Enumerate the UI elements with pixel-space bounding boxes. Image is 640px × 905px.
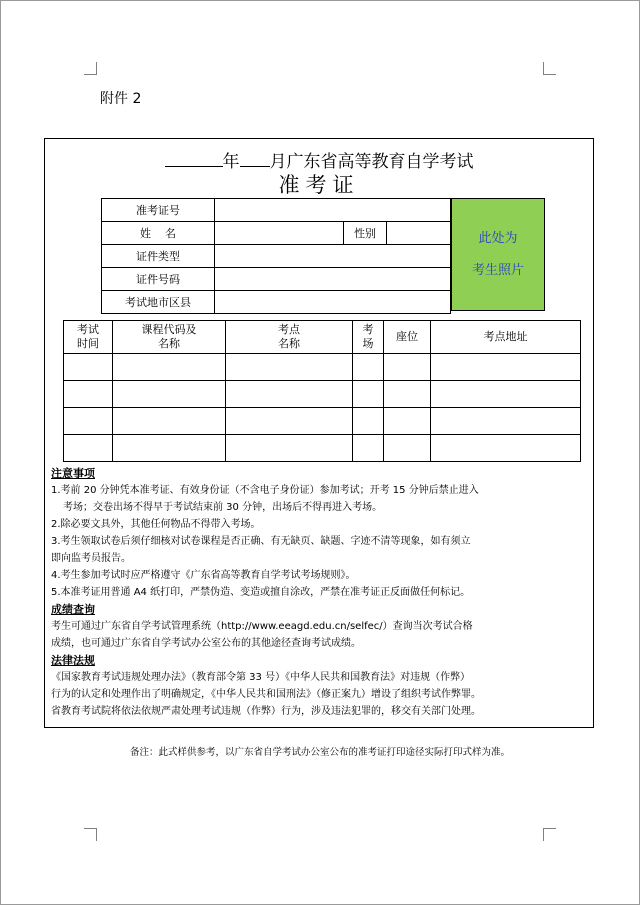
notes-item: 考场；交卷出场不得早于考试结束前 30 分钟，出场后不得再进入考场。 — [63, 502, 383, 513]
year-blank — [165, 152, 223, 167]
title-text: 月广东省高等教育自学考试 — [269, 152, 474, 172]
col-address-header: 考点地址 — [431, 321, 581, 354]
law-line: 《国家教育考试违规处理办法》（教育部令第 33 号）《中华人民共和国教育法》对违规（作弊） — [51, 672, 471, 683]
admission-ticket — [44, 138, 594, 728]
table-row — [64, 435, 581, 462]
crop-mark-bottom-left — [84, 828, 97, 841]
name-label: 姓 名 — [102, 222, 215, 245]
photo-text-line1: 此处为 — [478, 230, 518, 246]
admission-no-label: 准考证号 — [102, 199, 215, 222]
id-type-value — [215, 245, 451, 268]
crop-mark-top-right — [543, 62, 556, 75]
gender-label: 性别 — [344, 222, 387, 245]
score-heading: 成绩查询 — [51, 603, 95, 616]
year-label: 年 — [222, 152, 240, 172]
exam-city-value — [215, 291, 451, 314]
notes-item: 3.考生领取试卷后须仔细核对试卷课程是否正确、有无缺页、缺题、字迹不清等现象，如有须立 — [51, 536, 471, 547]
notes-section — [51, 465, 589, 720]
notes-item: 2.除必要文具外，其他任何物品不得带入考场。 — [51, 519, 261, 530]
info-table — [101, 198, 451, 314]
id-type-label: 证件类型 — [102, 245, 215, 268]
notes-heading: 注意事项 — [51, 467, 95, 480]
month-blank — [240, 152, 270, 167]
crop-mark-bottom-right — [543, 828, 556, 841]
notes-item: 1.考前 20 分钟凭本准考证、有效身份证（不含电子身份证）参加考试；开考 15 分钟后禁止进入 — [51, 485, 479, 496]
table-row — [64, 354, 581, 381]
schedule-header-row — [64, 321, 581, 354]
notes-item: 5.本准考证用普通 A4 纸打印，严禁伪造、变造或擅自涂改，严禁在准考证正反面做任何标记。 — [51, 587, 471, 598]
photo-text-line2: 考生照片 — [471, 262, 524, 278]
col-course-header: 课程代码及 名称 — [113, 321, 226, 354]
ticket-subtitle: 准考证 — [278, 173, 360, 197]
crop-mark-top-left — [84, 62, 97, 75]
admission-no-value — [215, 199, 451, 222]
id-number-label: 证件号码 — [102, 268, 215, 291]
attachment-label: 附件 2 — [100, 91, 142, 107]
law-line: 省教育考试院将依法依规严肃处理考试违规（作弊）行为，涉及违法犯罪的，移交有关部门处理。 — [51, 706, 481, 717]
score-line: 成绩，也可通过广东省自学考试办公室公布的其他途径查询考试成绩。 — [51, 638, 361, 649]
exam-city-label: 考试地市区县 — [102, 291, 215, 314]
law-line: 行为的认定和处理作出了明确规定，《中华人民共和国刑法》（修正案九）增设了组织考试作弊罪。 — [51, 689, 481, 700]
table-row — [64, 408, 581, 435]
notes-item: 即向监考员报告。 — [51, 553, 131, 564]
notes-item: 4.考生参加考试时应严格遵守《广东省高等教育自学考试考场规则》。 — [51, 570, 356, 581]
gender-value — [387, 222, 451, 245]
table-row — [64, 381, 581, 408]
col-room-header: 考 场 — [353, 321, 384, 354]
col-venue-header: 考点 名称 — [226, 321, 353, 354]
schedule-table — [63, 320, 581, 462]
name-value — [215, 222, 344, 245]
score-line: 考生可通过广东省自学考试管理系统（http://www.eeagd.edu.cn/selfec/）查询当次考试合格 — [51, 621, 473, 632]
law-heading: 法律法规 — [51, 654, 95, 667]
remark-note: 备注：此式样供参考，以广东省自学考试办公室公布的准考证打印途径实际打印式样为准。 — [129, 747, 510, 758]
photo-placeholder — [451, 198, 545, 311]
col-time-header: 考试 时间 — [64, 321, 113, 354]
col-seat-header: 座位 — [384, 321, 431, 354]
id-number-value — [215, 268, 451, 291]
